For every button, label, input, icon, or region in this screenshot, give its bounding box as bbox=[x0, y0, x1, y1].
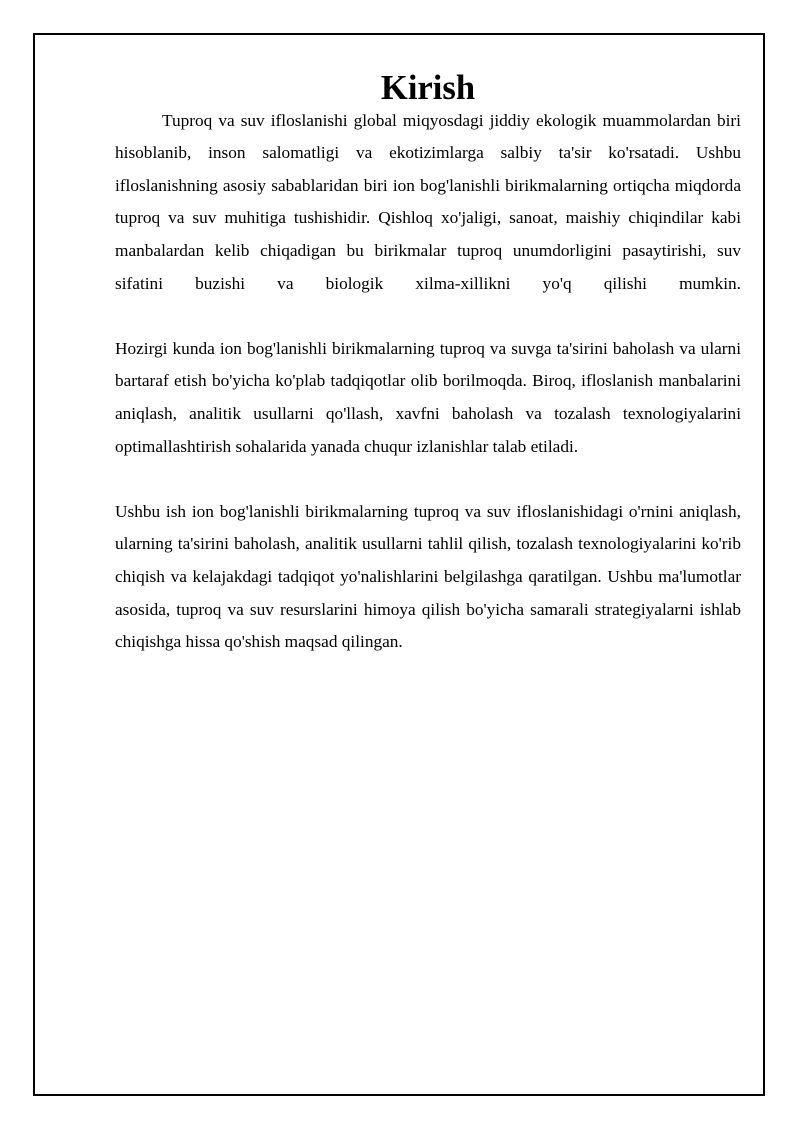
paragraph-3: Ushbu ish ion bog'lanishli birikmalarning tuproq va suv ifloslanishidagi o'rnini aniqlash, ularning ta'sirini baholash, analitik usullarni tahlil qilish, tozalash texnologiyalarini ko'rib chiqish va kelajakdagi tadqiqot yo'nalishlarini belgilashga qaratilgan. Ushbu ma'lumotlar asosida, tuproq va suv resurslarini himoya qilish bo'yicha samarali strategiyalarni ishlab chiqishga hissa qo'shish maqsad qilingan. bbox=[115, 501, 741, 652]
paragraph-spacer bbox=[115, 463, 741, 496]
page-title: Kirish bbox=[380, 69, 476, 107]
paragraph-2: Hozirgi kunda ion bog'lanishli birikmalarning tuproq va suvga ta'sirini baholash va ularni bartaraf etish bo'yicha ko'plab tadqiqotlar olib borilmoqda. Biroq, ifloslanish manbalarini aniqlash, analitik usullarni qo'llash, xavfni baholash va tozalash texnologiyalarini optimallashtirish sohalarida yanada chuqur izlanishlar talab etiladi. bbox=[115, 338, 741, 456]
document-body bbox=[115, 69, 741, 659]
paragraph-spacer bbox=[115, 300, 741, 333]
paragraph-1: Tuproq va suv ifloslanishi global miqyosdagi jiddiy ekologik muammolardan biri hisoblanib, inson salomatligi va ekotizimlarga salbiy ta'sir ko'rsatadi. Ushbu ifloslanishning asosiy sabablaridan biri ion bog'lanishli birikmalarning ortiqcha miqdorda tuproq va suv muhitiga tushishidir. Qishloq xo'jaligi, sanoat, maishiy chiqindilar kabi manbalardan kelib chiqadigan bu birikmalar tuproq unumdorligini pasaytirishi, suv sifatini buzishi va biologik xilma-xillikni yo'q qilishi mumkin. bbox=[115, 110, 741, 293]
